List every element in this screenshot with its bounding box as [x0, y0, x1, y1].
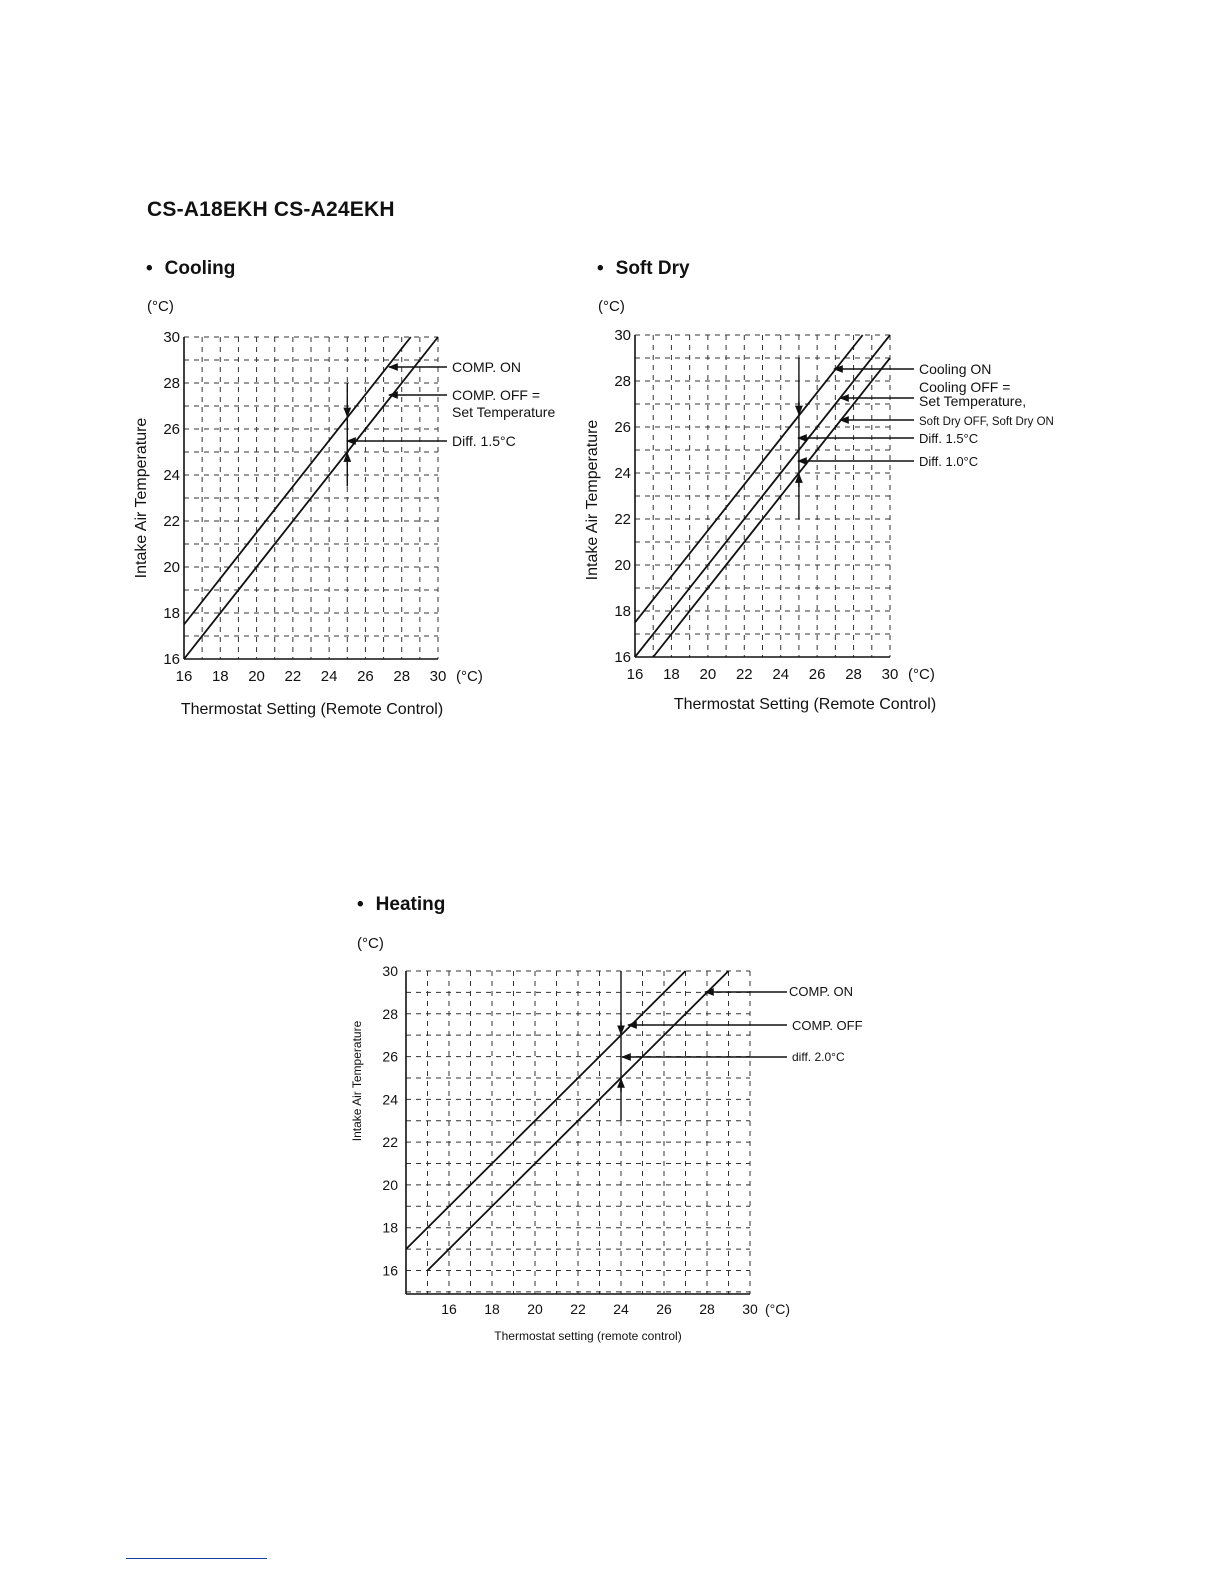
soft-dry-y-tick-label: 30	[614, 327, 631, 344]
heating-y-tick-label: 18	[382, 1219, 398, 1236]
soft-dry-y-tick-label: 24	[614, 465, 631, 482]
bullet-icon: •	[146, 258, 153, 279]
heating-series-2	[428, 971, 729, 1270]
cooling-x-label: Thermostat Setting (Remote Control)	[180, 701, 444, 718]
soft-dry-x-tick-label: 16	[626, 666, 644, 683]
soft-dry-y-tick-label: 28	[614, 373, 631, 390]
heating-x-tick-label: 18	[484, 1301, 500, 1317]
heating-x-tick-label: 20	[527, 1301, 543, 1317]
soft-dry-x-tick-label: 26	[808, 666, 826, 683]
cooling-annotation-label: Diff. 1.5°C	[452, 433, 516, 449]
soft-dry-x-tick-label: 28	[845, 666, 862, 683]
soft-dry-series-2	[635, 335, 890, 657]
soft-dry-x-tick-label: 30	[881, 666, 899, 683]
footer-rule	[126, 1558, 267, 1559]
soft-dry-series-3	[653, 358, 890, 657]
heating-y-tick-label: 20	[382, 1176, 398, 1193]
soft-dry-y-tick-label: 16	[614, 649, 631, 666]
cooling-unit-label: (°C)	[147, 298, 174, 315]
cooling-x-tick-label: 18	[211, 668, 229, 685]
heating-series-1	[406, 971, 686, 1249]
heating-x-tick-label: 22	[570, 1301, 586, 1317]
cooling-title: Cooling	[164, 258, 236, 279]
soft-dry-title: Soft Dry	[615, 258, 690, 279]
heating-x-unit: (°C)	[765, 1301, 791, 1317]
heating-title: Heating	[375, 894, 446, 915]
soft-dry-x-tick-label: 18	[663, 666, 680, 683]
heating-y-tick-label: 26	[382, 1048, 398, 1065]
cooling-y-tick-label: 28	[163, 375, 180, 392]
cooling-series-2	[184, 337, 438, 659]
cooling-x-unit: (°C)	[456, 668, 483, 685]
soft-dry-x-label: Thermostat Setting (Remote Control)	[673, 696, 937, 713]
heating-y-tick-label: 30	[382, 963, 398, 979]
heating-annotation-label: COMP. OFF	[792, 1018, 863, 1033]
heating-x-tick-label: 28	[699, 1301, 715, 1317]
heating-annotation-label: COMP. ON	[789, 984, 854, 999]
soft-dry-x-tick-label: 22	[735, 666, 753, 683]
heating-y-tick-label: 16	[382, 1262, 398, 1279]
cooling-y-tick-label: 22	[163, 513, 180, 530]
section-title-cooling	[146, 258, 235, 280]
soft-dry-y-label: Intake Air Temperature	[584, 419, 601, 581]
soft-dry-x-unit: (°C)	[908, 666, 935, 683]
heating-y-label: Intake Air Temperature	[350, 1020, 364, 1142]
soft-dry-y-tick-label: 18	[614, 603, 631, 620]
cooling-y-tick-label: 26	[163, 421, 180, 438]
heating-y-tick-label: 22	[382, 1134, 398, 1151]
bullet-icon: •	[597, 258, 604, 279]
cooling-annotation-label: COMP. OFF =	[452, 387, 541, 403]
soft-dry-annotation-label: Cooling OFF =	[919, 379, 1011, 395]
section-title-heating	[357, 894, 445, 916]
soft-dry-annotation-label-line2: Set Temperature,	[919, 393, 1027, 409]
cooling-x-tick-label: 20	[248, 668, 265, 685]
cooling-x-tick-label: 22	[284, 668, 302, 685]
soft-dry-y-tick-label: 20	[614, 557, 631, 574]
cooling-annotation-label: COMP. ON	[452, 359, 521, 375]
cooling-x-tick-label: 30	[429, 668, 447, 685]
cooling-x-tick-label: 24	[320, 668, 338, 685]
cooling-annotation-label-line2: Set Temperature	[452, 404, 556, 420]
soft-dry-y-tick-label: 26	[614, 419, 631, 436]
soft-dry-annotation-label: Soft Dry OFF, Soft Dry ON	[919, 416, 1054, 428]
heating-x-label: Thermostat setting (remote control)	[494, 1329, 682, 1343]
heating-x-tick-label: 16	[441, 1301, 457, 1317]
soft-dry-x-tick-label: 24	[772, 666, 790, 683]
heating-y-tick-label: 24	[382, 1091, 398, 1108]
soft-dry-series-1	[635, 335, 863, 623]
section-title-soft-dry	[597, 258, 690, 280]
bullet-icon: •	[357, 894, 364, 915]
cooling-x-tick-label: 28	[393, 668, 411, 685]
heating-unit-label: (°C)	[357, 935, 384, 952]
cooling-x-tick-label: 26	[357, 668, 374, 685]
cooling-y-tick-label: 30	[163, 329, 180, 346]
cooling-y-tick-label: 24	[163, 467, 180, 484]
cooling-y-tick-label: 20	[163, 559, 180, 576]
heating-annotation-label: diff. 2.0°C	[792, 1050, 845, 1064]
soft-dry-x-tick-label: 20	[699, 666, 717, 683]
soft-dry-y-tick-label: 22	[614, 511, 631, 528]
heating-x-tick-label: 24	[613, 1301, 629, 1317]
soft-dry-annotation-label: Diff. 1.0°C	[919, 454, 979, 469]
heating-y-tick-label: 28	[382, 1005, 398, 1022]
soft-dry-annotation-label: Diff. 1.5°C	[919, 431, 979, 446]
model-title: CS-A18EKH CS-A24EKH	[147, 198, 395, 221]
soft-dry-annotation-label: Cooling ON	[919, 361, 992, 377]
heating-x-tick-label: 30	[742, 1301, 758, 1317]
cooling-series-1	[184, 337, 411, 625]
cooling-y-label: Intake Air Temperature	[133, 417, 150, 579]
cooling-y-tick-label: 18	[163, 605, 180, 622]
cooling-x-tick-label: 16	[175, 668, 193, 685]
cooling-y-tick-label: 16	[163, 651, 180, 668]
heating-x-tick-label: 26	[656, 1301, 672, 1317]
soft-dry-unit-label: (°C)	[598, 298, 625, 315]
